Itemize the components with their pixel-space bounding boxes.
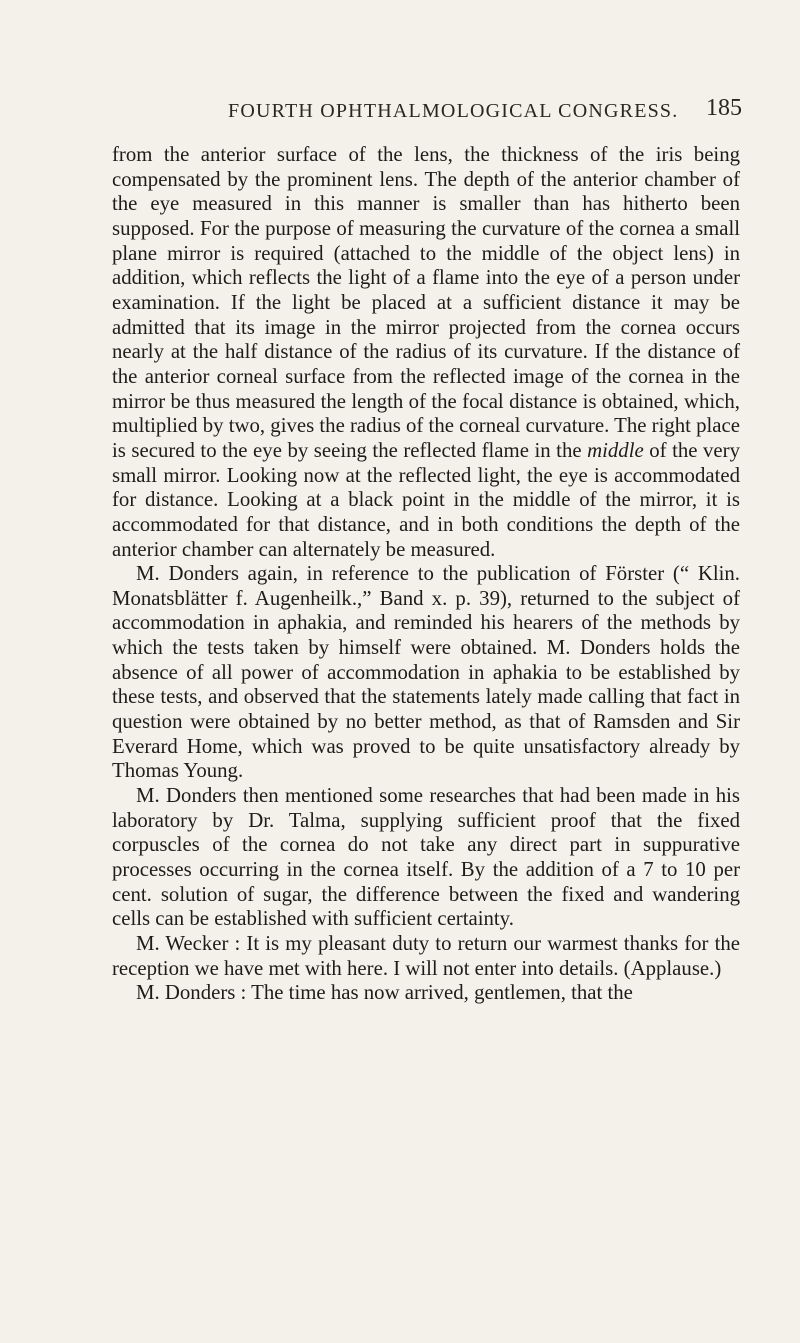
paragraph-text: of the very small mirror. Looking now at the reflected light, the eye is accommodated for distance. Looking at a black point in the middle of the mirror, it is accommodated for that distance, and in both conditions the depth of the anterior chamber can alternately be measured. (112, 438, 740, 561)
body-text (112, 143, 740, 1006)
paragraph-donders-closing: M. Donders : The time has now arrived, gentlemen, that the (136, 981, 633, 1005)
paragraph-donders-cornea: M. Donders then mentioned some researches that had been made in his laboratory by Dr. Talma, supplying sufficient proof that the fixed corpuscles of the cornea do not take any direct part in suppurative processes occurring in the cornea itself. By the addition of a 7 to 10 per cent. solution of sugar, the difference between the fixed and wandering cells can be established with sufficient certainty. (112, 784, 740, 931)
page-number: 185 (706, 95, 742, 121)
paragraph-text: from the anterior surface of the lens, the thickness of the iris being compensated by the prominent lens. The depth of the anterior chamber of the eye measured in this manner is smaller than has hitherto been supposed. For the purpose of measuring the curvature of the cornea a small plane mirror is required (attached to the middle of the object lens) in addition, which reflects the light of a flame into the eye of a person under examination. If the light be placed at a sufficient distance it may be admitted that its image in the mirror projected from the cornea occurs nearly at the half distance of the radius of its curvature. If the distance of the anterior corneal surface from the reflected image of the cornea in the mirror be thus measured the length of the focal distance is obtained, which, multiplied by two, gives the radius of the corneal curvature. The right place is secured to the eye by seeing the reflected flame in the (112, 143, 740, 462)
italic-emphasis: middle (587, 438, 644, 462)
paragraph-donders-aphakia: M. Donders again, in reference to the publication of Förster (“ Klin. Monatsblätter f. Augenheilk.,” Band x. p. 39), returned to the subject of accommodation in aphakia, and reminded his hearers of the methods by which the tests taken by himself were obtained. M. Donders holds the absence of all power of accommodation in aphakia to be established by these tests, and observed that the statements lately made calling that fact in question were obtained by no better method, as that of Ramsden and Sir Everard Home, which was proved to be quite unsatisfactory already by Thomas Young. (112, 562, 740, 783)
running-title: FOURTH OPHTHALMOLOGICAL CONGRESS. (228, 100, 679, 122)
paragraph-wecker: M. Wecker : It is my pleasant duty to return our warmest thanks for the reception we have met with here. I will not enter into details. (Applause.) (112, 932, 740, 980)
paragraph-continuation (112, 143, 740, 562)
